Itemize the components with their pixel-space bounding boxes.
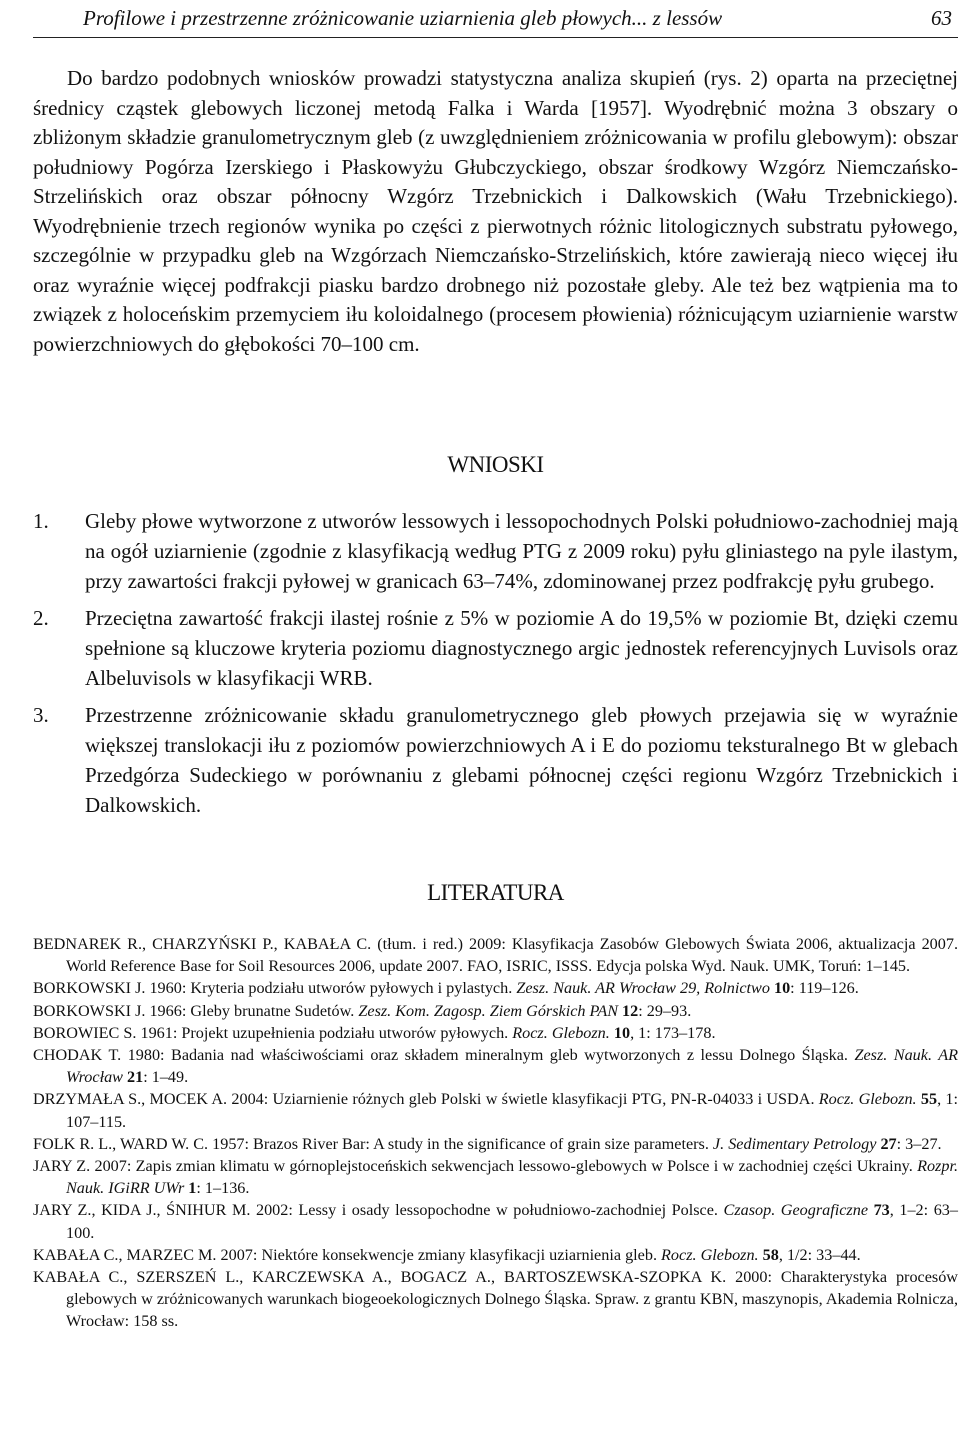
ref-journal: Rocz. Glebozn. [818, 1090, 917, 1109]
ref-volume: 27 [876, 1134, 897, 1153]
ref-volume: 55 [916, 1090, 938, 1109]
ref-pages: , 1: 107–115. [66, 1090, 959, 1131]
ref-journal: Zesz. Kom. Zagosp. Ziem Górskich PAN [358, 1001, 618, 1020]
conclusion-number: 1. [33, 509, 49, 533]
ref-authors-title: KABAŁA C., SZERSZEŃ L., KARCZEWSKA A., BOGACZ A., BARTOSZEWSKA-SZOPKA K. 2000: Charakterystyka procesów glebowych w zróżnicowanych warunkach biogeoekologicznych Dolnego Śląska. Spraw. z grantu KBN, maszynopis, Akademia Rolnicza, Wrocław: 158 ss. [33, 1268, 958, 1331]
conclusion-item [33, 506, 958, 596]
page-number: 63 [931, 6, 952, 30]
ref-journal: Czasop. Geograficzne [723, 1201, 869, 1220]
ref-volume: 58 [758, 1245, 779, 1264]
ref-journal: Rozpr. Nauk. IGiRR UWr [66, 1157, 958, 1198]
reference-entry [33, 1266, 958, 1333]
conclusion-item [33, 700, 958, 820]
reference-list [33, 933, 958, 1333]
ref-pages: , 1: 173–178. [630, 1023, 716, 1042]
header-rule [33, 37, 958, 38]
ref-journal: Zesz. Nauk. AR Wrocław 29, Rolnictwo [516, 979, 770, 998]
ref-authors-title: KABAŁA C., MARZEC M. 2007: Niektóre konsekwencje zmiany klasyfikacji uziarnienia gleb. [33, 1245, 662, 1264]
ref-journal: J. Sedimentary Petrology [712, 1134, 877, 1153]
ref-volume: 10 [609, 1023, 631, 1042]
running-title: Profilowe i przestrzenne zróżnicowanie uziarnienia gleb płowych... z lessów [83, 6, 723, 30]
ref-volume: 12 [618, 1001, 639, 1020]
ref-pages: , 1–2: 63–100. [66, 1201, 958, 1242]
ref-pages: , 1/2: 33–44. [778, 1245, 861, 1264]
ref-volume: 21 [122, 1068, 144, 1087]
ref-authors-title: FOLK R. L., WARD W. C. 1957: Brazos River Bar: A study in the significance of grain size parameters. [33, 1134, 713, 1153]
body-text [33, 64, 958, 359]
ref-authors-title: BORKOWSKI J. 1960: Kryteria podziału utworów pyłowych i pylastych. [33, 979, 517, 998]
ref-authors-title: BEDNAREK R., CHARZYŃSKI P., KABAŁA C. (tłum. i red.) 2009: Klasyfikacja Zasobów Glebowych Świata 2006, aktualizacja 2007. World Reference Base for Soil Resources 2006, update 2007. FAO, ISRIC, ISSS. Edycja polska Wyd. Nauk. UMK, Toruń: 1–145. [33, 935, 958, 976]
running-header [83, 4, 958, 36]
ref-journal: Rocz. Glebozn. [512, 1023, 610, 1042]
ref-authors-title: BORKOWSKI J. 1966: Gleby brunatne Sudetów. [33, 1001, 359, 1020]
reference-entry [33, 1199, 958, 1243]
ref-pages: : 119–126. [790, 979, 859, 998]
reference-entry [33, 1133, 958, 1155]
ref-pages: : 29–93. [638, 1001, 692, 1020]
conclusion-text: Przestrzenne zróżnicowanie składu granulometrycznego gleb płowych przejawia się w wyraźnie większej translokacji iłu z poziomów powierzchniowych A i E do poziomu teksturalnego Bt w glebach Przedgórza Sudeckiego w porównaniu z glebami północnej części regionu Wzgórz Trzebnickich i Dalkowskich. [85, 703, 958, 817]
ref-pages: : 3–27. [896, 1134, 942, 1153]
ref-journal: Rocz. Glebozn. [661, 1245, 759, 1264]
ref-authors-title: JARY Z., KIDA J., ŚNIHUR M. 2002: Lessy i osady lessopochodne w południowo-zachodniej Polsce. [33, 1201, 724, 1220]
ref-volume: 73 [868, 1201, 890, 1220]
ref-pages: : 1–136. [196, 1179, 250, 1198]
reference-entry [33, 1044, 958, 1088]
literature-heading: LITERATURA [427, 880, 564, 905]
conclusion-item [33, 603, 958, 693]
ref-authors-title: BOROWIEC S. 1961: Projekt uzupełnienia podziału utworów pyłowych. [33, 1023, 513, 1042]
reference-entry [33, 977, 958, 999]
ref-authors-title: DRZYMAŁA S., MOCEK A. 2004: Uziarnienie różnych gleb Polski w świetle klasyfikacji PTG, PN-R-04033 i USDA. [33, 1090, 819, 1109]
conclusion-text: Gleby płowe wytworzone z utworów lessowych i lessopochodnych Polski południowo-zachodniej mają na ogół uziarnienie (zgodnie z klasyfikacją według PTG z 2009 roku) pyłu gliniastego na pyle ilastym, przy zawartości frakcji pyłowej w granicach 63–74%, zdominowanej przez podfrakcję pyłu grubego. [85, 509, 958, 593]
ref-authors-title: JARY Z. 2007: Zapis zmian klimatu w górnoplejstoceńskich sekwencjach lessowo-glebowych w Polsce i w zachodniej części Ukrainy. [33, 1157, 918, 1176]
ref-authors-title: CHODAK T. 1980: Badania nad właściwościami oraz składem mineralnym gleb wytworzonych z lessu Dolnego Śląska. [33, 1046, 855, 1065]
ref-pages: : 1–49. [143, 1068, 189, 1087]
conclusions-heading: WNIOSKI [447, 452, 544, 477]
reference-entry [33, 1000, 958, 1022]
ref-journal: Zesz. Nauk. AR Wrocław [66, 1046, 958, 1087]
ref-volume: 1 [184, 1179, 197, 1198]
conclusion-number: 2. [33, 606, 49, 630]
reference-entry [33, 1022, 958, 1044]
ref-volume: 10 [769, 979, 791, 998]
conclusion-number: 3. [33, 703, 49, 727]
conclusion-text: Przeciętna zawartość frakcji ilastej rośnie z 5% w poziomie A do 19,5% w poziomie Bt, dzięki czemu spełnione są kluczowe kryteria poziomu diagnostycznego argic jednostek referencyjnych Luvisols oraz Albeluvisols w klasyfikacji WRB. [85, 606, 958, 690]
reference-entry [33, 1155, 958, 1199]
reference-entry [33, 1088, 958, 1132]
reference-entry [33, 1244, 958, 1266]
body-paragraph: Do bardzo podobnych wniosków prowadzi statystyczna analiza skupień (rys. 2) oparta na przeciętnej średnicy cząstek glebowych liczonej metodą Falka i Warda [1957]. Wyodrębnić można 3 obszary o zbliżonym składzie granulometrycznym gleb (z uwzględnieniem zróżnicowania w profilu glebowym): obszar południowy Pogórza Izerskiego i Płaskowyżu Głubczyckiego, obszar środkowy Wzgórz Niemczańsko-Strzelińskich oraz obszar północny Wzgórz Trzebnickich i Dalkowskich (Wału Trzebnickiego). Wyodrębnienie trzech regionów wynika po części z pierwotnych różnic litologicznych substratu pyłowego, szczególnie w przypadku gleb na Wzgórzach Niemczańsko-Strzelińskich, które zawierają nieco więcej iłu oraz wyraźnie więcej podfrakcji piasku bardzo drobnego niż pozostałe gleby. Ale też bez wątpienia ma to związek z holoceńskim przemyciem iłu koloidalnego (procesem płowienia) różnicującym uziarnienie warstw powierzchniowych do głębokości 70–100 cm. [33, 66, 958, 356]
reference-entry [33, 933, 958, 977]
conclusions-list [33, 506, 958, 827]
